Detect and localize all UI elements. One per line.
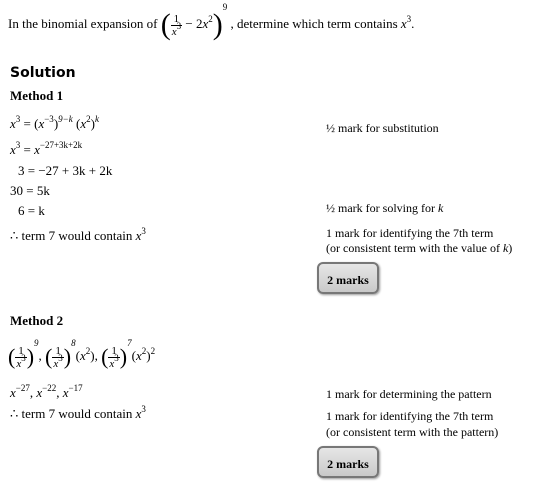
m2-mark2-line1: 1 mark for identifying the 7th term: [326, 409, 494, 423]
method2-title: Method 2: [10, 313, 64, 328]
m2-conclusion: ∴ term 7 would contain $x^3$: [10, 404, 146, 421]
method2-marks-button[interactable]: 2 marks: [317, 446, 379, 478]
question-fraction: $\frac{1}{x^3}$: [171, 12, 182, 38]
open-paren: (: [160, 8, 171, 42]
method1-title: Method 1: [10, 88, 64, 103]
m1-line5: 6 = k: [18, 203, 45, 218]
m1-mark3-line1: 1 mark for identifying the 7th term: [326, 226, 494, 240]
m2-pattern: ( $\frac{1}{x^3}$ )$^9$, ( $\frac{1}{x^3}$ )$^8(x^2)$, ( $\frac{1}{x^3}$ )$^7(x^2)^2$: [8, 338, 156, 370]
solution-heading: Solution: [10, 65, 76, 81]
m2-mark2-line2: (or consistent term with the pattern): [326, 425, 499, 439]
m1-line3: 3 = −27 + 3k + 2k: [18, 163, 113, 178]
m1-mark1: ½ mark for substitution: [326, 121, 439, 135]
outer-exponent: 9: [222, 2, 228, 12]
m1-line1: $x^3 = (x^{-3})^{9-k}$ $(x^2)^k$: [10, 114, 99, 131]
question-tail: , determine which term contains: [230, 16, 398, 31]
m2-mark1: 1 mark for determining the pattern: [326, 387, 492, 401]
m1-mark3-line2: (or consistent term with the value of k): [326, 241, 513, 255]
m2-powers: $x^{-27}$, $x^{-22}$, $x^{-17}$: [10, 383, 83, 400]
question-minus: − 2: [185, 16, 203, 31]
close-paren: ): [212, 8, 223, 42]
m1-line2: $x^3 = x^{-27+3k+2k}$: [10, 140, 83, 157]
method1-marks-button[interactable]: 2 marks: [317, 262, 379, 294]
question-line: In the binomial expansion of ( $\frac{1}{x^3}$ − $2x^2)^9$ , determine which term contains $x^3$.: [8, 2, 415, 42]
m1-line4: 30 = 5k: [10, 183, 50, 198]
m1-mark2: ½ mark for solving for k: [326, 201, 444, 215]
m1-conclusion: ∴ term 7 would contain $x^3$: [10, 226, 146, 243]
question-lead: In the binomial expansion of: [8, 16, 158, 31]
